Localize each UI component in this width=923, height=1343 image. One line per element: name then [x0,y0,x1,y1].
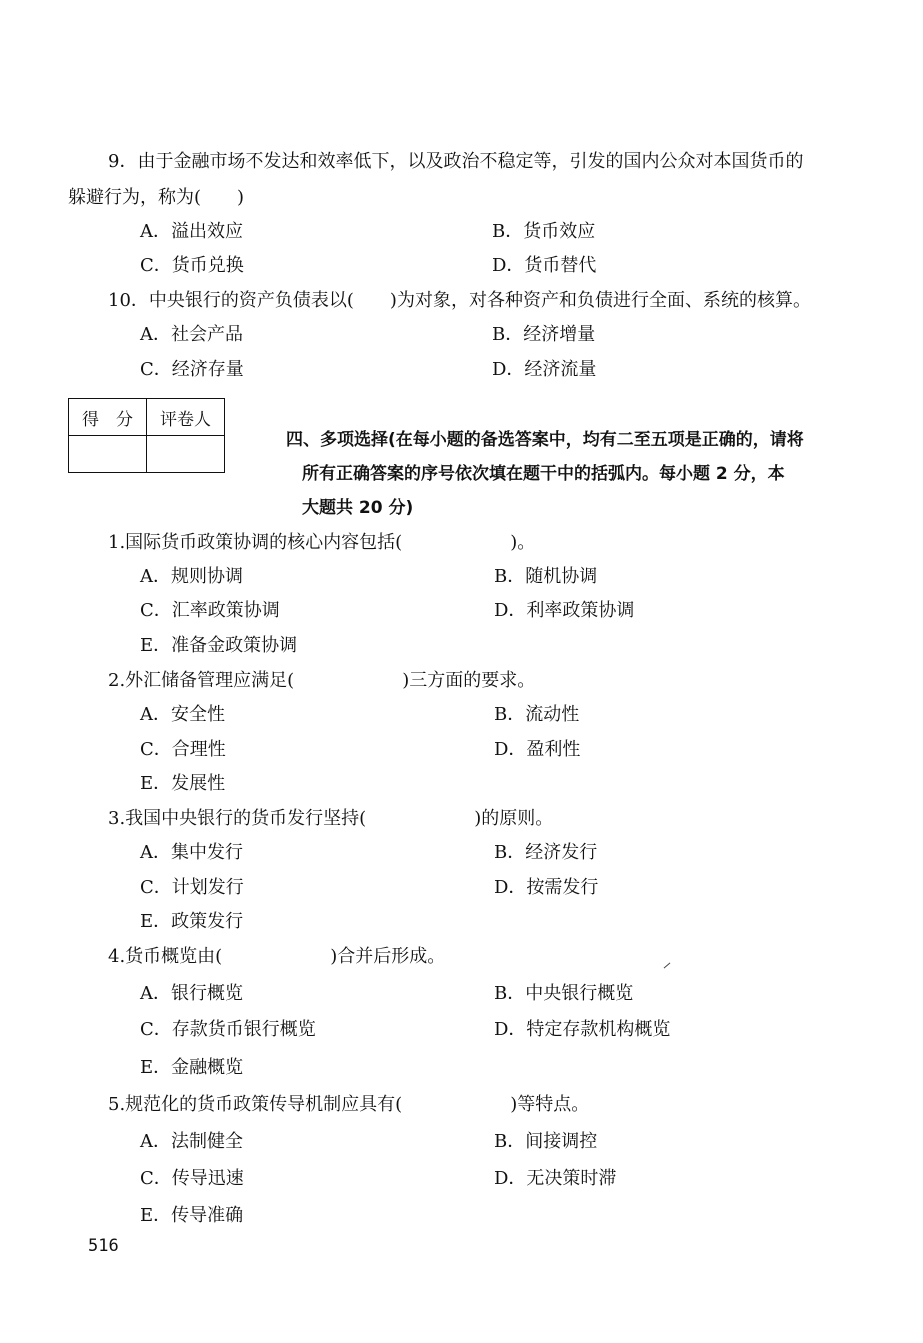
m4-option-a: A．银行概览 [140,983,243,1004]
q10-option-b: B．经济增量 [492,324,596,345]
section4-heading-line3: 大题共 20 分) [302,498,414,518]
score-header: 得 分 [69,399,147,436]
m2-option-e: E．发展性 [140,773,226,794]
m3-option-e: E．政策发行 [140,911,244,932]
m1-option-b: B．随机协调 [494,566,598,587]
m5-option-e: E．传导准确 [140,1205,244,1226]
m4-option-d: D．特定存款机构概览 [494,1019,671,1040]
m1-option-e: E．准备金政策协调 [140,635,298,656]
m1-stem: 1.国际货币政策协调的核心内容包括( )。 [108,532,536,553]
q9-stem-line2: 躲避行为，称为( ) [68,187,245,208]
m3-stem: 3.我国中央银行的货币发行坚持( )的原则。 [108,808,554,829]
m1-option-d: D．利率政策协调 [494,600,635,621]
grader-header: 评卷人 [147,399,225,436]
m3-option-d: D．按需发行 [494,877,599,898]
section4-heading-line1: 四、多项选择(在每小题的备选答案中，均有二至五项是正确的，请将 [286,430,804,450]
m3-option-c: C．计划发行 [140,877,244,898]
score-box [68,398,225,473]
m2-option-a: A．安全性 [140,704,225,725]
q10-stem: 10．中央银行的资产负债表以( )为对象，对各种资产和负债进行全面、系统的核算。 [108,290,811,311]
q10-option-d: D．经济流量 [492,359,597,380]
m4-option-b: B．中央银行概览 [494,983,634,1004]
q9-option-c: C．货币兑换 [140,255,244,276]
m2-stem: 2.外汇储备管理应满足( )三方面的要求。 [108,670,536,691]
grader-cell [147,436,225,473]
m5-option-b: B．间接调控 [494,1131,598,1152]
m5-option-a: A．法制健全 [140,1131,243,1152]
m2-option-d: D．盈利性 [494,739,581,760]
m1-option-c: C．汇率政策协调 [140,600,280,621]
section4-heading-line2: 所有正确答案的序号依次填在题干中的括弧内。每小题 2 分，本 [302,464,785,484]
m4-option-c: C．存款货币银行概览 [140,1019,316,1040]
q9-option-b: B．货币效应 [492,221,596,242]
m2-option-c: C．合理性 [140,739,226,760]
q9-option-a: A．溢出效应 [140,221,243,242]
q10-option-c: C．经济存量 [140,359,244,380]
m5-option-c: C．传导迅速 [140,1168,244,1189]
page-number: 516 [88,1236,119,1256]
m4-stem: 4.货币概览由( )合并后形成。 [108,946,446,967]
score-cell [69,436,147,473]
m3-option-a: A．集中发行 [140,842,243,863]
m2-option-b: B．流动性 [494,704,580,725]
m5-stem: 5.规范化的货币政策传导机制应具有( )等特点。 [108,1094,590,1115]
stray-mark [664,963,671,969]
m4-option-e: E．金融概览 [140,1057,244,1078]
m5-option-d: D．无决策时滞 [494,1168,617,1189]
q9-option-d: D．货币替代 [492,255,597,276]
m1-option-a: A．规则协调 [140,566,243,587]
m3-option-b: B．经济发行 [494,842,598,863]
q10-option-a: A．社会产品 [140,324,243,345]
q9-stem-line1: 9．由于金融市场不发达和效率低下，以及政治不稳定等，引发的国内公众对本国货币的 [108,151,804,172]
